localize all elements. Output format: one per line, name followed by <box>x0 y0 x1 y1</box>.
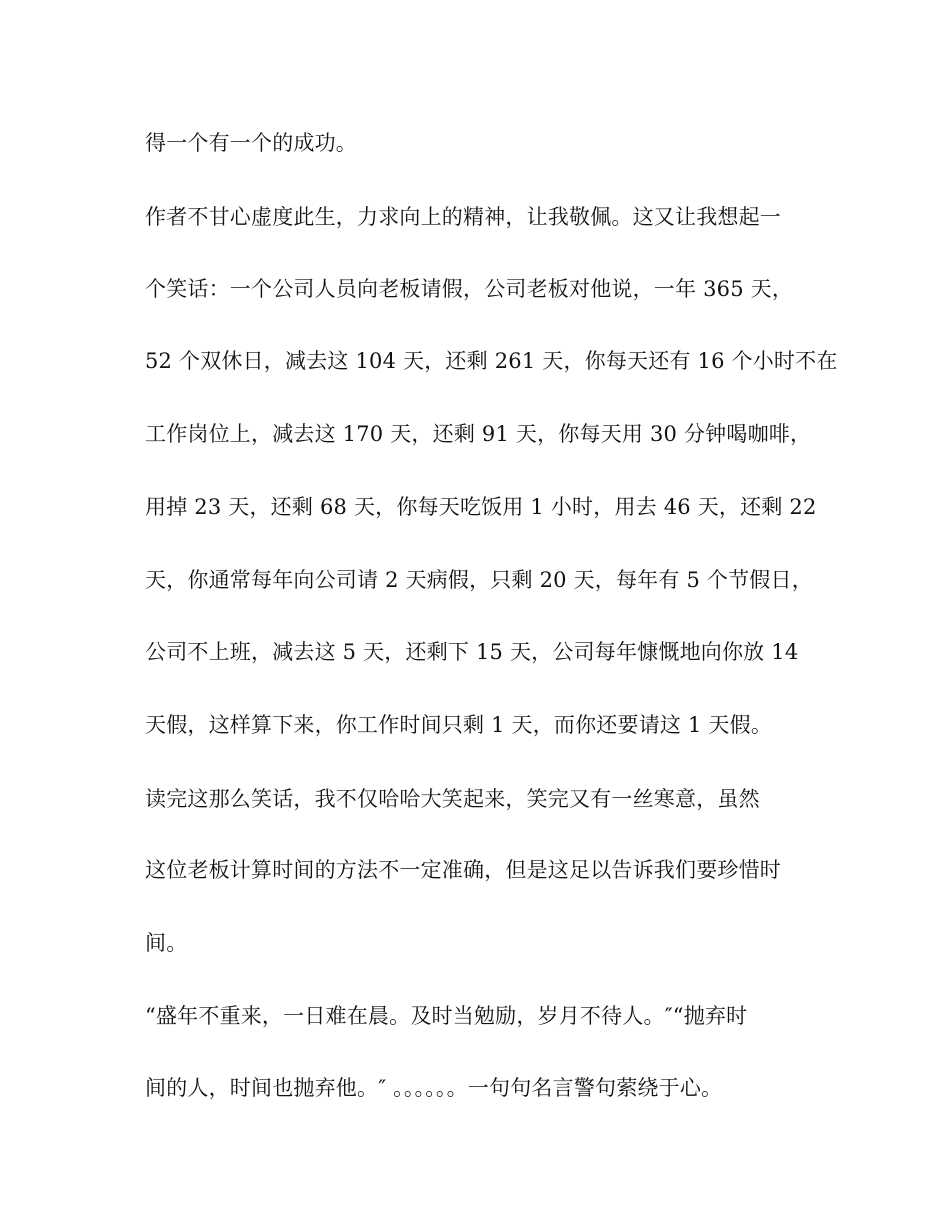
text-line: 间的人，时间也抛弃他。″ 。。。。。。一句句名言警句萦绕于心。 <box>145 1076 723 1100</box>
text-line: 52 个双休日，减去这 104 天，还剩 261 天，你每天还有 16 个小时不在 <box>145 349 838 373</box>
text-line: 公司不上班，减去这 5 天，还剩下 15 天，公司每年慷慨地向你放 14 <box>145 640 799 664</box>
text-line: “盛年不重来，一日难在晨。及时当勉励，岁月不待人。″“抛弃时 <box>145 1004 748 1028</box>
text-line: 工作岗位上，减去这 170 天，还剩 91 天，你每天用 30 分钟喝咖啡， <box>145 422 812 446</box>
text-line: 这位老板计算时间的方法不一定准确，但是这足以告诉我们要珍惜时 <box>145 858 781 882</box>
text-line: 天，你通常每年向公司请 2 天病假，只剩 20 天，每年有 5 个节假日， <box>145 568 813 592</box>
text-line: 天假，这样算下来，你工作时间只剩 1 天，而你还要请这 1 天假。 <box>145 713 773 737</box>
text-line: 用掉 23 天，还剩 68 天，你每天吃饭用 1 小时，用去 46 天，还剩 22 <box>145 495 817 519</box>
text-line: 得一个有一个的成功。 <box>145 131 357 155</box>
text-line: 读完这那么笑话，我不仅哈哈大笑起来，笑完又有一丝寒意，虽然 <box>145 787 760 811</box>
text-line: 个笑话：一个公司人员向老板请假，公司老板对他说，一年 365 天， <box>145 277 794 301</box>
text-line: 间。 <box>145 931 188 955</box>
text-line: 作者不甘心虚度此生，力求向上的精神，让我敬佩。这又让我想起一 <box>145 205 781 229</box>
